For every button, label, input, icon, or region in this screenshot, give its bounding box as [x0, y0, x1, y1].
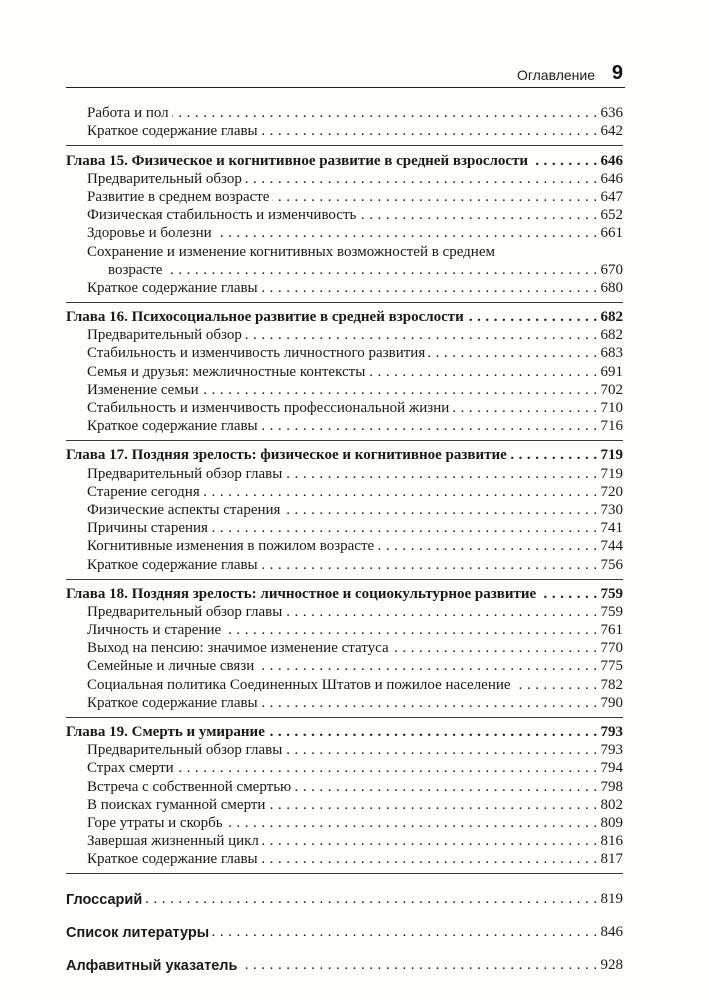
chapter-heading [66, 723, 623, 741]
toc-entry [66, 362, 623, 380]
toc-entry [66, 399, 623, 417]
chapter-page: 719 [600, 447, 623, 464]
toc-entry-page: 744 [600, 538, 623, 555]
dot-leader [294, 778, 597, 796]
dot-leader [145, 890, 597, 908]
appendix-title: Глоссарий [66, 892, 143, 909]
toc-entry [66, 501, 623, 519]
dot-leader [268, 723, 598, 741]
toc-entry [66, 675, 623, 693]
toc-entry-continuation [66, 261, 623, 279]
toc-entry-page: 816 [600, 833, 623, 850]
toc-entry-title: Работа и пол [87, 105, 169, 122]
toc-entry-title: Предварительный обзор главы [87, 465, 283, 482]
toc-entry-title: Сохранение и изменение когнитивных возможностей в среднем [87, 243, 495, 260]
toc-entry-title: Краткое содержание главы [87, 123, 258, 140]
toc-entry-title: Стабильность и изменчивость личностного развития [87, 345, 426, 362]
toc-entry-page: 682 [600, 327, 623, 344]
toc-entry-title: Физическая стабильность и изменчивость [87, 207, 357, 224]
dot-leader [268, 796, 597, 814]
toc-entry-page: 756 [600, 556, 623, 573]
toc-entry-page: 647 [600, 188, 623, 205]
chapter-heading [66, 585, 623, 603]
toc-entry-page: 730 [600, 501, 623, 518]
toc-entry-title: Физические аспекты старения [87, 501, 281, 518]
toc-entry [66, 639, 623, 657]
toc-entry-title: Старение сегодня [87, 483, 200, 500]
dot-leader [261, 122, 598, 140]
toc-entry-page: 782 [600, 676, 623, 693]
dot-leader [245, 326, 598, 344]
running-head [66, 63, 625, 88]
dot-leader [531, 152, 597, 170]
dot-leader [285, 603, 597, 621]
dot-leader [510, 446, 598, 464]
toc-entry [66, 814, 623, 832]
toc-entry [66, 777, 623, 795]
toc-entry-title: Здоровье и болезни [87, 225, 212, 242]
toc-entry-title: В поисках гуманной смерти [87, 796, 266, 813]
chapter-title: Глава 18. Поздняя зрелость: личностное и социокультурное развитие [66, 585, 537, 602]
toc-entry-page: 683 [600, 345, 623, 362]
toc-entry-title-continuation: возрасте [108, 261, 163, 278]
dot-leader [215, 224, 598, 242]
toc-entry-title: Когнитивные изменения в пожилом возрасте [87, 538, 375, 555]
toc-entry-page: 759 [600, 603, 623, 620]
toc-entry [66, 224, 623, 242]
page-number: 9 [611, 62, 623, 84]
toc-entry [66, 741, 623, 759]
table-of-contents [66, 104, 623, 974]
toc-entry-page: 652 [600, 207, 623, 224]
running-title: Оглавление [516, 67, 595, 83]
toc-entry-page: 775 [600, 658, 623, 675]
dot-leader [261, 850, 598, 868]
toc-entry [66, 603, 623, 621]
toc-entry-title: Предварительный обзор главы [87, 742, 283, 759]
dot-leader [261, 694, 598, 712]
toc-entry-page: 761 [600, 622, 623, 639]
toc-entry-page: 794 [600, 760, 623, 777]
toc-entry [66, 759, 623, 777]
dot-leader [283, 501, 597, 519]
toc-entry-page: 793 [600, 742, 623, 759]
appendix-page: 819 [600, 891, 623, 908]
toc-entry [66, 206, 623, 224]
toc-entry-title: Краткое содержание главы [87, 556, 258, 573]
toc-entry [66, 832, 623, 850]
appendix-page: 846 [600, 924, 623, 941]
dot-leader [262, 832, 598, 850]
toc-entry-page: 646 [600, 170, 623, 187]
toc-entry [66, 381, 623, 399]
toc-entry-page: 798 [600, 778, 623, 795]
toc-entry [66, 344, 623, 362]
toc-entry-page: 642 [600, 123, 623, 140]
toc-entry [66, 694, 623, 712]
toc-chapter-15 [66, 151, 623, 303]
toc-entry-title: Краткое содержание главы [87, 418, 258, 435]
toc-chapter-16 [66, 308, 623, 441]
toc-entry-title: Изменение семьи [87, 381, 199, 398]
toc-entry-page: 790 [600, 694, 623, 711]
toc-entry-page: 817 [600, 851, 623, 868]
chapter-page: 646 [600, 152, 623, 169]
toc-entry [66, 519, 623, 537]
chapter-heading [66, 151, 623, 169]
chapter-title: Глава 16. Психосоциальное развитие в средней взрослости [66, 309, 464, 326]
toc-appendix-glossary [66, 886, 623, 908]
toc-chapter-19 [66, 723, 623, 875]
toc-entry-title: Краткое содержание главы [87, 694, 258, 711]
toc-entry-page: 636 [600, 105, 623, 122]
dot-leader [261, 279, 598, 297]
toc-chapter-18 [66, 585, 623, 718]
dot-leader [359, 206, 597, 224]
toc-entry-title: Развитие в среднем возрасте [87, 188, 270, 205]
toc-entry [66, 104, 623, 122]
toc-entry [66, 279, 623, 297]
dot-leader [261, 556, 598, 574]
toc-entry-title: Краткое содержание главы [87, 851, 258, 868]
appendix-title: Список литературы [66, 925, 210, 942]
toc-entry-title: Встреча с собственной смертью [87, 778, 292, 795]
dot-leader [285, 465, 597, 483]
chapter-page: 759 [600, 585, 623, 602]
toc-entry-title: Предварительный обзор [87, 327, 242, 344]
chapter-title: Глава 17. Поздняя зрелость: физическое и когнитивное развитие [66, 447, 507, 464]
chapter-title: Глава 19. Смерть и умирание [66, 724, 265, 740]
toc-entry [66, 170, 623, 188]
toc-entry-title: Предварительный обзор главы [87, 603, 283, 620]
toc-entry-page: 809 [600, 814, 623, 831]
toc-entry [66, 555, 623, 573]
dot-leader [539, 585, 597, 603]
dot-leader [212, 923, 597, 941]
chapter-page: 793 [600, 724, 623, 740]
dot-leader [392, 639, 598, 657]
toc-entry-title: Стабильность и изменчивость профессиональной жизни [87, 400, 450, 416]
dot-leader [377, 537, 597, 555]
dot-leader [514, 676, 598, 694]
dot-leader [240, 956, 597, 974]
toc-entry [66, 188, 623, 206]
dot-leader [165, 261, 597, 279]
toc-entry-page: 719 [600, 465, 623, 482]
toc-entry [66, 483, 623, 501]
appendix-page: 928 [600, 957, 623, 974]
toc-entry [66, 122, 623, 140]
toc-entry-title: Краткое содержание главы [87, 279, 258, 296]
toc-entry-wrapped [66, 242, 623, 260]
toc-appendix-index [66, 952, 623, 974]
dot-leader [226, 814, 598, 832]
toc-entry [66, 464, 623, 482]
appendix-title: Алфавитный указатель [66, 958, 238, 975]
toc-entry-page: 710 [600, 400, 623, 416]
toc-entry-title: Горе утраты и скорбь [87, 814, 223, 831]
chapter-title: Глава 15. Физическое и когнитивное развитие в средней взрослости [66, 152, 529, 169]
toc-entry-page: 802 [600, 796, 623, 813]
toc-appendix-bibliography [66, 919, 623, 941]
dot-leader [177, 759, 598, 777]
toc-entry-page: 741 [600, 520, 623, 537]
dot-leader [211, 519, 598, 537]
dot-leader [428, 344, 597, 362]
toc-entry-title: Выход на пенсию: значимое изменение статуса [87, 640, 389, 657]
toc-back-matter [66, 886, 623, 974]
toc-entry [66, 326, 623, 344]
toc-chapter-17 [66, 446, 623, 579]
toc-entry [66, 537, 623, 555]
toc-entry-title: Страх смерти [87, 760, 174, 777]
dot-leader [467, 308, 598, 326]
toc-entry-title: Завершая жизненный цикл [87, 833, 259, 850]
toc-entry-page: 716 [600, 418, 623, 435]
dot-leader [257, 657, 597, 675]
toc-entry-page: 691 [600, 363, 623, 380]
dot-leader [203, 483, 598, 501]
toc-continued-section [66, 104, 623, 146]
dot-leader [245, 170, 598, 188]
toc-entry-title: Семейные и личные связи [87, 658, 255, 675]
toc-entry-title: Социальная политика Соединенных Штатов и пожилое население [87, 676, 511, 693]
dot-leader [261, 417, 598, 435]
toc-entry [66, 850, 623, 868]
toc-entry-title: Личность и старение [87, 622, 222, 639]
toc-entry [66, 796, 623, 814]
toc-entry-page: 661 [600, 225, 623, 242]
toc-entry-page: 670 [600, 261, 623, 278]
chapter-heading [66, 446, 623, 464]
dot-leader [285, 741, 597, 759]
dot-leader [368, 363, 597, 381]
toc-entry [66, 621, 623, 639]
toc-entry-title: Причины старения [87, 520, 208, 537]
toc-entry [66, 657, 623, 675]
toc-entry-page: 770 [600, 640, 623, 657]
dot-leader [172, 104, 598, 122]
dot-leader [202, 381, 598, 399]
toc-entry [66, 417, 623, 435]
dot-leader [272, 188, 597, 206]
chapter-page: 682 [600, 309, 623, 326]
toc-entry-page: 680 [600, 279, 623, 296]
toc-entry-page: 702 [600, 381, 623, 398]
chapter-heading [66, 308, 623, 326]
dot-leader [452, 399, 597, 417]
dot-leader [224, 621, 597, 639]
toc-entry-title: Предварительный обзор [87, 170, 242, 187]
toc-entry-title: Семья и друзья: межличностные контексты [87, 363, 366, 380]
toc-entry-page: 720 [600, 483, 623, 500]
